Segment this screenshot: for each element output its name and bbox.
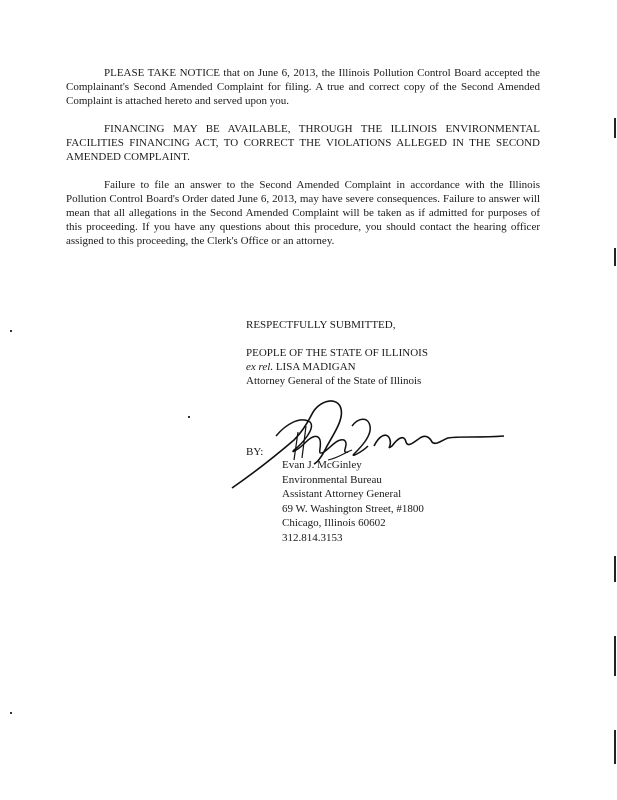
scan-speck [188,416,190,418]
signer-phone: 312.814.3153 [282,531,343,544]
signer-bureau: Environmental Bureau [282,473,382,486]
signer-name: Evan J. McGinley [282,459,362,471]
financing-paragraph [66,122,540,164]
signer-block [282,458,424,545]
ex-rel-name: LISA MADIGAN [273,361,356,373]
respectfully-submitted: RESPECTFULLY SUBMITTED, [246,319,396,331]
scan-speck [10,330,12,332]
people-of-illinois: PEOPLE OF THE STATE OF ILLINOIS [246,347,428,359]
failure-paragraph [66,178,540,248]
financing-text: FINANCING MAY BE AVAILABLE, THROUGH THE ILLINOIS ENVIRONMENTAL FACILITIES FINANCING ACT, TO CORRECT THE VIOLATIONS ALLEGED IN THE SECOND AMENDED COMPLAINT. [66,123,540,163]
failure-text: Failure to file an answer to the Second Amended Complaint in accordance with the Illinois Pollution Control Board's Order dated June 6, 2013, may have severe consequences. Failure to answer will mean that all allegations in the Second Amended Complaint will be taken as if admitted for purposes of this proceeding. If you have any questions about this procedure, you should contact the hearing officer assigned to this proceeding, the Clerk's Office or an attorney. [66,179,540,247]
scan-margin-mark [614,556,616,582]
ex-rel-line [246,360,546,374]
notice-body: that on June 6, 2013, the Illinois Pollution Control Board accepted the Complainant's Second Amended Complaint for filing. A true and correct copy of the Second Amended Complaint is attached hereto and served upon you. [66,67,540,107]
attorney-general-title: Attorney General of the State of Illinois [246,375,422,387]
scan-margin-mark [614,730,616,764]
scan-margin-mark [614,248,616,266]
closing-block [246,318,546,388]
notice-paragraph [66,66,540,108]
scan-speck [10,712,12,714]
signer-title: Assistant Attorney General [282,488,402,500]
by-label: BY: [246,446,264,458]
signer-street: 69 W. Washington Street, #1800 [282,502,424,515]
signer-city: Chicago, Illinois 60602 [282,517,386,529]
notice-lead: PLEASE TAKE NOTICE [104,67,220,79]
ex-rel-label: ex rel. [246,361,274,373]
scan-margin-mark [614,118,616,138]
scan-margin-mark [614,636,616,676]
